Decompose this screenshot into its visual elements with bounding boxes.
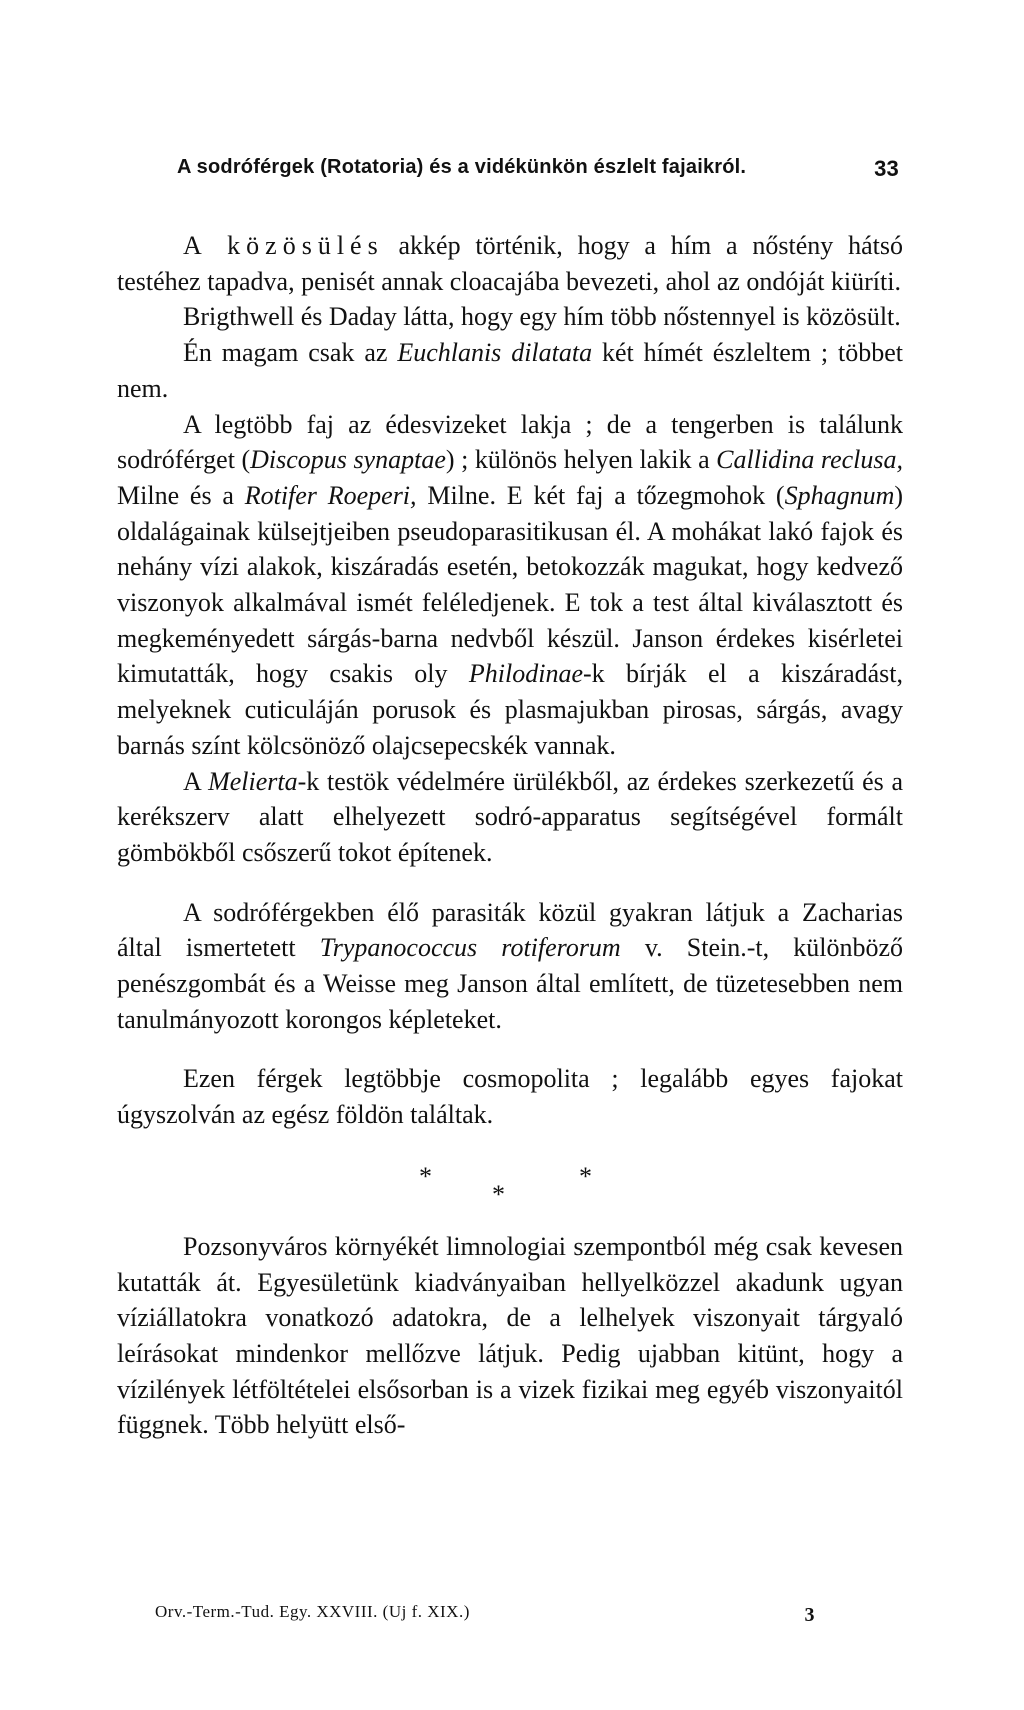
text-run: A (183, 766, 209, 796)
species-name: Rotifer Roeperi, (244, 480, 417, 510)
text-run: -k testök védelmére ürülékből, az érdekes szerkezetű és a kerékszerv alatt elhelyezett sodró-apparatus segítségével formált gömbökből csőszerű tokot építenek. (117, 766, 903, 867)
text-run: -k bírják el a kiszáradást, melyeknek cuticuláján porusok és plasmajukban pirosas, sárgás, avagy barnás színt kölcsönöző olajcsepecskék vannak. (117, 659, 904, 760)
paragraph-cosmopolitan: Ezen férgek legtöbbje cosmopolita ; legalább egyes fajokat úgyszolván az egész földön találtak. (117, 1064, 903, 1130)
text-run: Én magam csak az (183, 338, 398, 368)
species-name: Trypanococcus rotiferorum (319, 933, 621, 963)
body-text (117, 228, 903, 1443)
paragraph-euchlanis (117, 335, 903, 406)
asterisk: * (492, 1179, 505, 1209)
spaced-term: A közösülés (183, 231, 384, 260)
paragraph-text: akkép történik, hogy a hím a nőstény hátsó testéhez tapadva, penisét annak cloacajába bevezeti, ahol az ondóját kiüríti. (117, 231, 903, 296)
text-run: Milne. E két faj a tőzegmohok ( (416, 480, 785, 510)
genus-name: Sphagnum (784, 480, 895, 510)
running-head-title: A sodróférgek (Rotatoria) és a vidékünkön észlelt fajaikról. (177, 156, 747, 178)
text-run: ) ; különös helyen lakik a (445, 445, 717, 475)
genus-name: Melierta (208, 766, 298, 796)
asterisk: * (579, 1161, 592, 1191)
page-number: 33 (874, 156, 899, 181)
text-run: két hímét észleltem ; többet nem. (117, 338, 903, 403)
species-name: Callidina reclusa, (716, 445, 904, 475)
paragraph-habitat (117, 407, 903, 764)
page (117, 148, 903, 1443)
paragraph-pozsony: Pozsonyváros környékét limnologiai szempontból még csak kevesen kutatták át. Egyesületünk kiadványaiban hellyelközzel akadunk ugyan víziállatokra vonatkozó adatokra, de a lelhelyek viszonyait tárgyaló leírásokat mindenkor mellőzve látjuk. Pedig ujabban kitünt, hogy a vízilények létföltételei elsősorban is a vizek fizikai meg egyéb viszonyaitól függnek. Több helyütt első- (117, 1231, 903, 1440)
taxon-name: Philodinae (468, 659, 583, 689)
paragraph-copulation (117, 228, 903, 299)
sheet-number: 3 (804, 1604, 815, 1626)
footer-signature: Orv.-Term.-Tud. Egy. XXVIII. (Uj f. XIX.) (155, 1602, 470, 1621)
asterisk: * (419, 1161, 432, 1191)
asterism-divider (117, 1159, 903, 1229)
text-run: A legtöbb faj az édesvizeket lakja ; de a tengerben is találunk sodróférget ( (117, 409, 903, 475)
paragraph-parasites (117, 895, 903, 1038)
text-run: v. Stein.-t, különböző penészgombát és a Weisse meg Janson által említett, de tüzetesebben nem tanulmányozott korongos képleteket. (117, 933, 903, 1034)
text-run: ) oldalágainak külsejtjeiben pseudoparasitikusan él. A mohákat lakó fajok és nehány vízi alakok, kiszáradás esetén, betokozzák magukat, hogy kedvező viszonyok alkalmával ismét feléledjenek. E tok a test által kiválasztott és megkeményedett sárgás-barna nedvből készül. Janson érdekes kisérletei kimutatták, hogy csakis oly (117, 480, 904, 689)
text-run: A sodróférgekben élő parasiták közül gyakran látjuk a Zacharias által ismertetett (117, 897, 903, 963)
text-run: Milne és a (117, 480, 245, 510)
paragraph-brigthwell: Brigthwell és Daday látta, hogy egy hím több nőstennyel is közösült. (183, 302, 901, 332)
running-head (117, 148, 903, 188)
species-name: Discopus synaptae (250, 445, 446, 475)
species-name: Euchlanis dilatata (397, 338, 593, 368)
page-footer (155, 1602, 815, 1632)
paragraph-melierta (117, 764, 903, 871)
